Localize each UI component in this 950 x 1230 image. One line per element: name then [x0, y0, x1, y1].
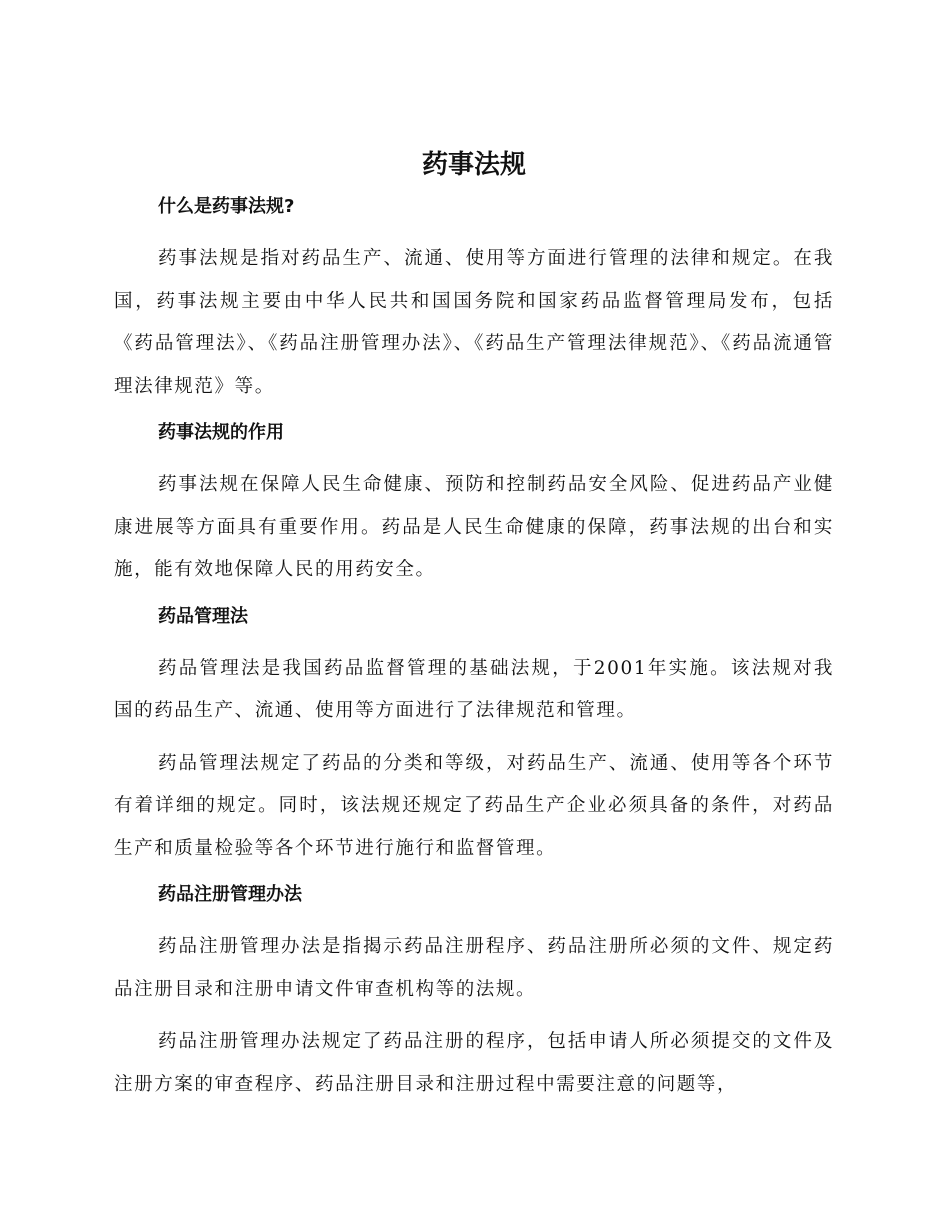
section-drug-registration-measures	[114, 880, 834, 1106]
section-heading: 药品管理法	[158, 605, 248, 627]
section-what-is	[114, 192, 834, 408]
section-heading: 什么是药事法规?	[158, 196, 295, 217]
paragraph: 药品注册管理办法规定了药品注册的程序，包括申请人所必须提交的文件及注册方案的审查程序、药品注册目录和注册过程中需要注意的问题等，	[114, 1031, 834, 1095]
section-heading: 药事法规的作用	[158, 422, 284, 443]
section-drug-administration-law	[114, 602, 834, 871]
paragraph: 药事法规在保障人民生命健康、预防和控制药品安全风险、促进药品产业健康进展等方面具有重要作用。药品是人民生命健康的保障，药事法规的出台和实施，能有效地保障人民的用药安全。	[114, 474, 834, 580]
document-title: 药事法规	[421, 150, 526, 180]
paragraph: 药品管理法是我国药品监督管理的基础法规，于2001年实施。该法规对我国的药品生产、流通、使用等方面进行了法律规范和管理。	[114, 657, 834, 721]
document-page	[114, 140, 834, 1106]
paragraph: 药事法规是指对药品生产、流通、使用等方面进行管理的法律和规定。在我国，药事法规主要由中华人民共和国国务院和国家药品监督管理局发布，包括《药品管理法》、《药品注册管理办法》、《药品生产管理法律规范》、《药品流通管理法律规范》等。	[114, 248, 834, 397]
section-role	[114, 418, 834, 592]
paragraph: 药品管理法规定了药品的分类和等级，对药品生产、流通、使用等各个环节有着详细的规定。同时，该法规还规定了药品生产企业必须具备的条件，对药品生产和质量检验等各个环节进行施行和监督管理。	[114, 752, 834, 859]
paragraph: 药品注册管理办法是指揭示药品注册程序、药品注册所必须的文件、规定药品注册目录和注册申请文件审查机构等的法规。	[114, 936, 834, 1000]
section-heading: 药品注册管理办法	[158, 884, 302, 905]
